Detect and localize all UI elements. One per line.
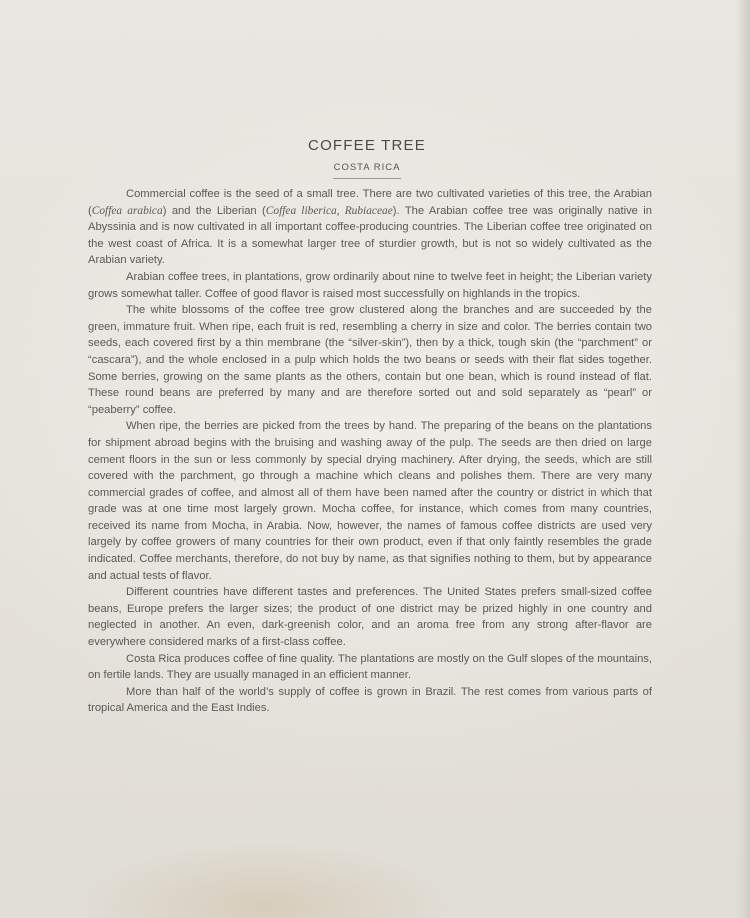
paragraph-1-part-b: ) and the Liberian ( (162, 204, 266, 217)
paragraph-2: Arabian coffee trees, in plantations, grow ordinarily about nine to twelve feet in height; the Liberian variety grows somewhat taller. Coffee of good flavor is raised most successfully on highlands in the tropics. (88, 270, 652, 300)
document-body (88, 186, 652, 717)
paragraph-4: When ripe, the berries are picked from the trees by hand. The preparing of the beans on the plantations for shipment abroad begins with the bruising and washing away of the pulp. The seeds are then dried on large cement floors in the sun or less commonly by special drying machinery. After drying, the seeds, which are still covered with the parchment, go through a machine which cleans and polishes them. There are very many commercial grades of coffee, and almost all of them have been named after the country or district in which that grade was at one time most largely grown. Mocha coffee, for instance, which comes from many countries, received its name from Mocha, in Arabia. Now, however, the names of famous coffee districts are used very largely by coffee growers of many countries for their own product, even if that only faintly resembles the grade indicated. Coffee merchants, therefore, do not buy by name, as that signifies nothing to them, but by appearance and actual tests of flavor. (88, 420, 652, 582)
paragraph-7: More than half of the world’s supply of coffee is grown in Brazil. The rest comes from various parts of tropical America and the East Indies. (88, 685, 652, 715)
paragraph-1-part-c: ). The Arabian coffee tree was originally native in Abyssinia and is now cultivated in all important coffee-producing countries. The Liberian coffee tree originated on the west coast of Africa. It is a somewhat larger tree of sturdier growth, but is not so widely cultivated as the Arabian variety. (88, 204, 653, 267)
document-title: COFFEE TREE (308, 137, 426, 154)
document-subtitle: COSTA RICA (333, 162, 401, 173)
paper-edge (736, 0, 750, 918)
paragraph-6: Costa Rica produces coffee of fine quality. The plantations are mostly on the Gulf slopes of the mountains, on fertile lands. They are usually managed in an efficient manner. (88, 652, 652, 682)
species-name-liberica: Coffea liberica, Rubiaceae (265, 204, 393, 217)
title-divider (333, 178, 401, 179)
paragraph-5: Different countries have different tastes and preferences. The United States prefers small-sized coffee beans, Europe prefers the larger sizes; the product of one district may be prized highly in one country and neglected in another. An even, dark-greenish color, and an aroma free from any strong after-flavor are everywhere considered marks of a first-class coffee. (88, 586, 652, 649)
paragraph-1-part-a: Commercial coffee is the seed of a small tree. There are two cultivated varieties of this tree, the Arabian ( (88, 188, 652, 217)
paragraph-1 (88, 186, 652, 269)
paragraph-3: The white blossoms of the coffee tree grow clustered along the branches and are succeeded by the green, immature fruit. When ripe, each fruit is red, resembling a cherry in size and color. The berries contain two seeds, each covered first by a thin membrane (the “silver-skin”), then by a thick, tough skin (the “parchment” or “cascara”), and the whole enclosed in a pulp which holds the two beans or seeds with their flat sides together. Some berries, growing on the same plants as the others, contain but one bean, which is round instead of flat. These round beans are preferred by many and are therefore sorted out and sold separately as “pearl” or “peaberry” coffee. (88, 304, 652, 416)
species-name-arabica: Coffea arabica (91, 204, 163, 217)
